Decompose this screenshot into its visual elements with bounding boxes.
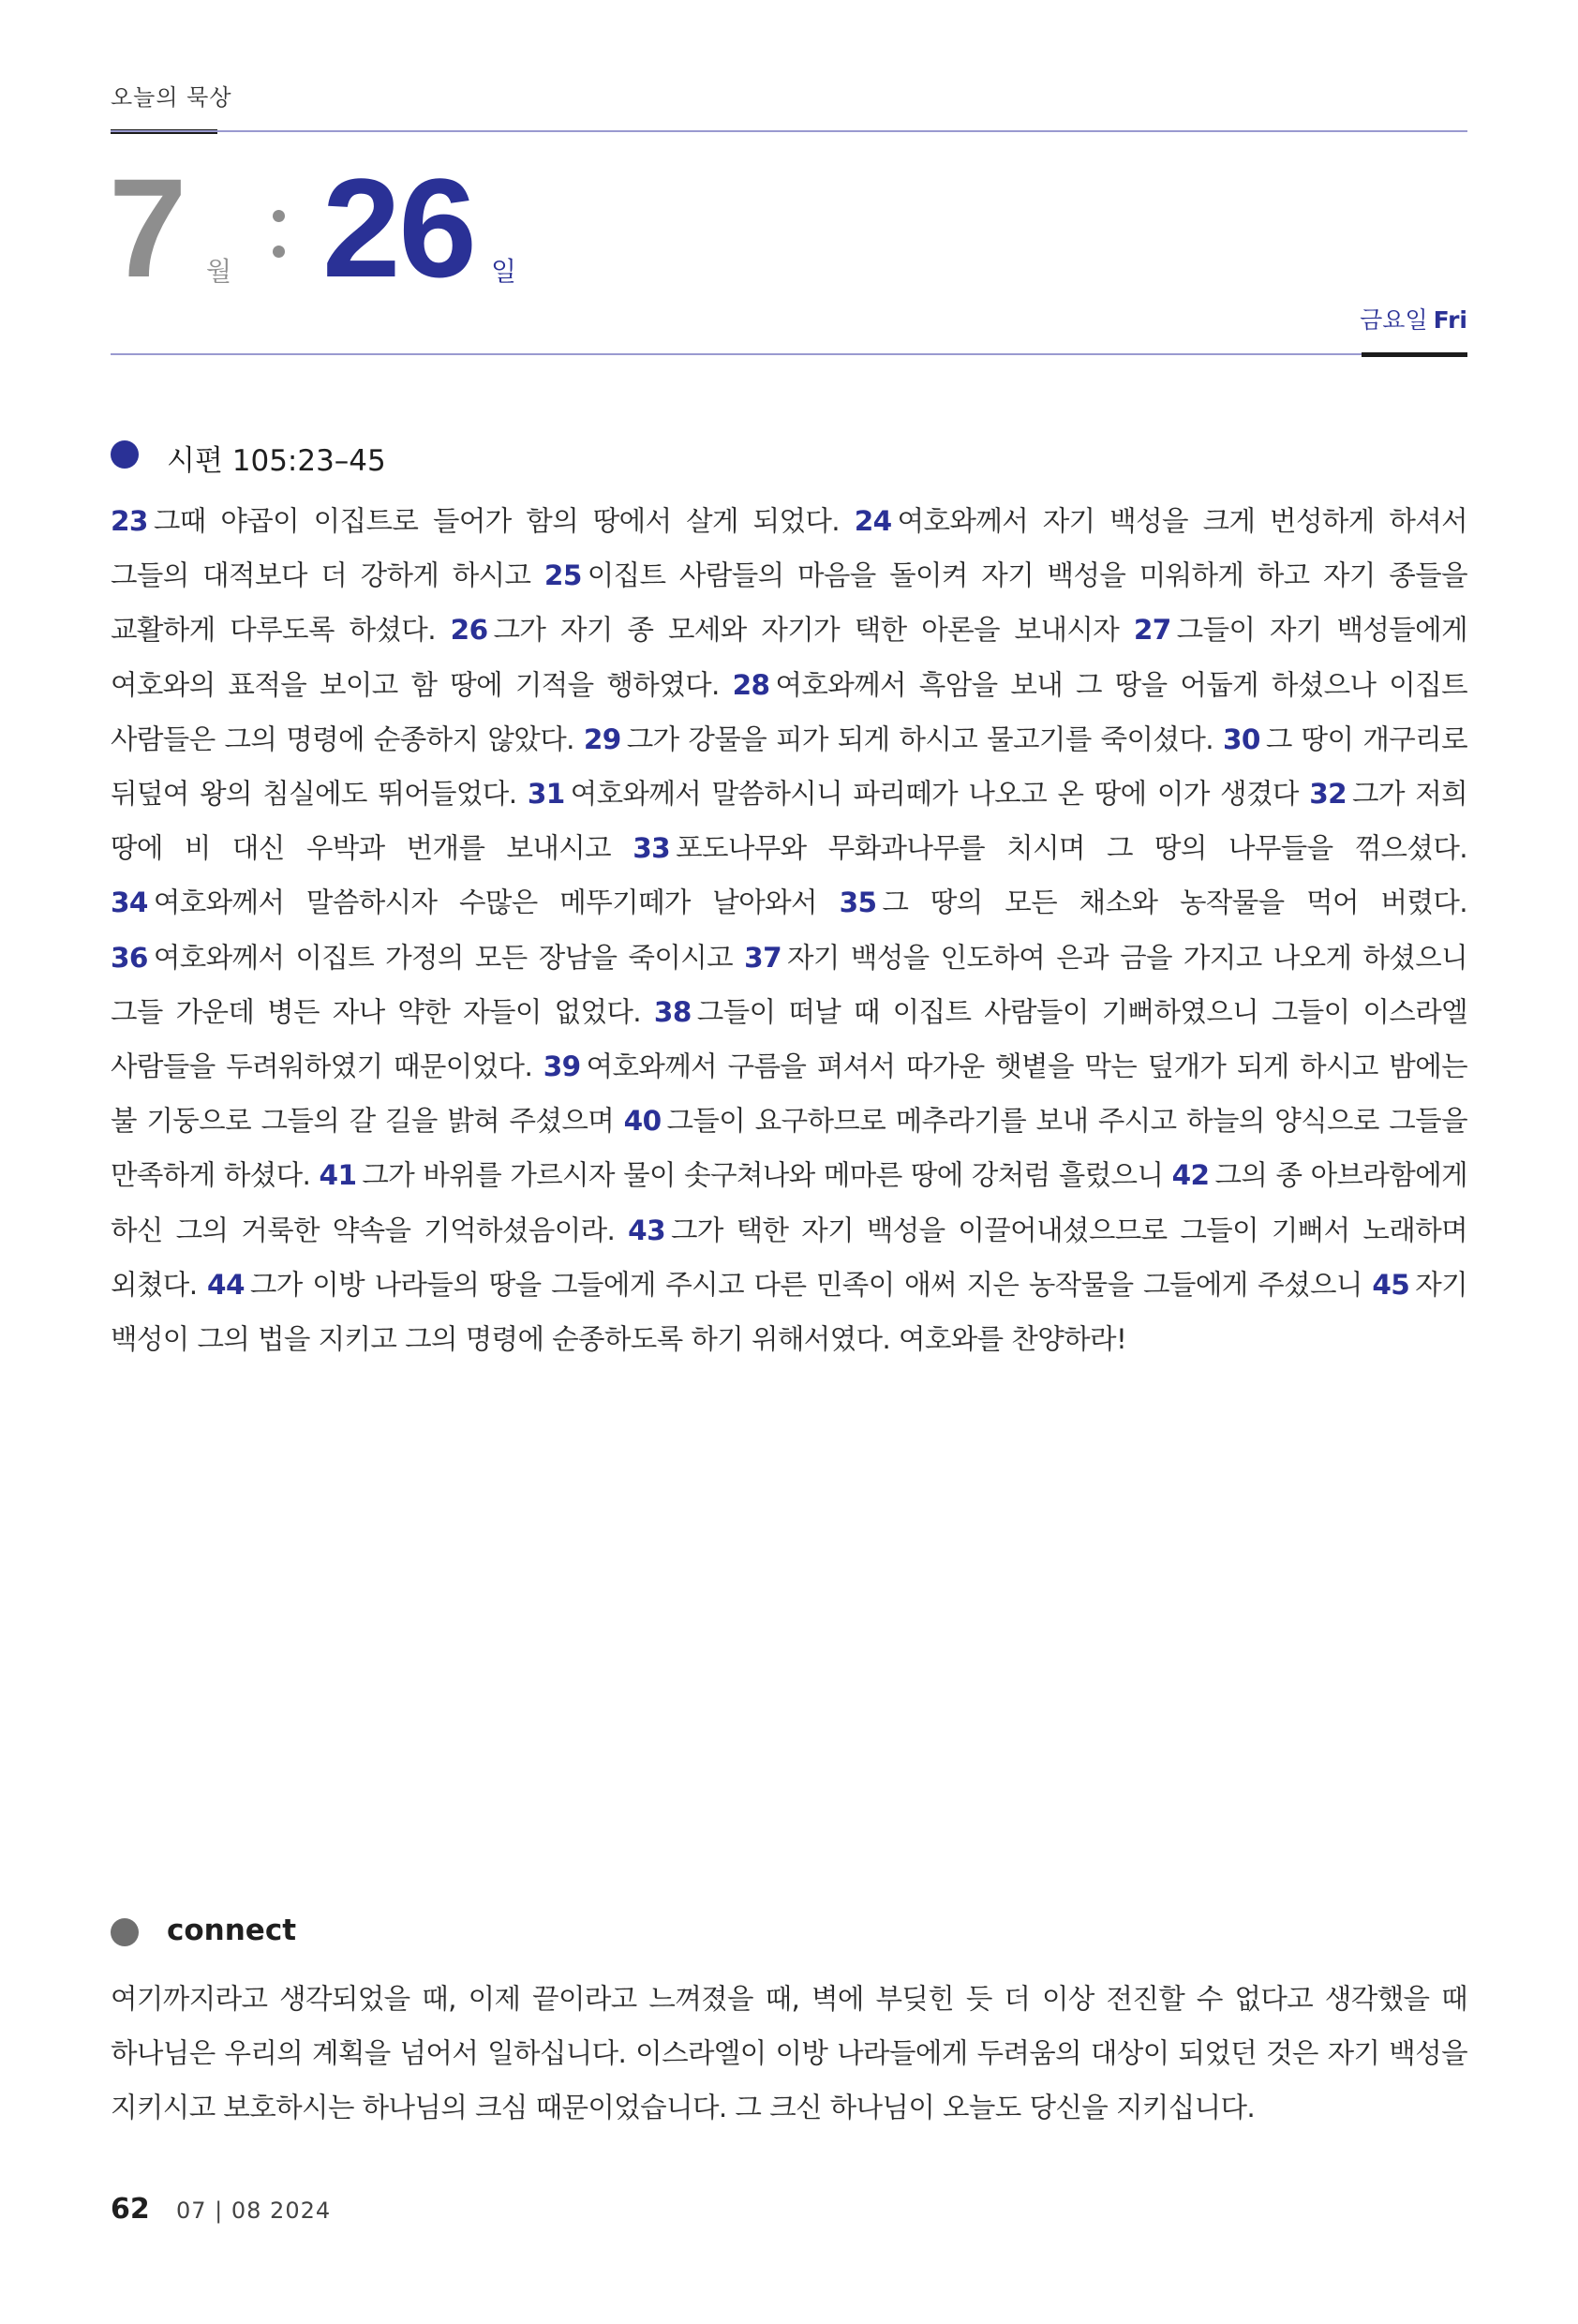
verse-number: 41 (319, 1159, 357, 1192)
verse-number: 23 (111, 505, 148, 537)
verse-text: 여호와께서 이집트 가정의 모든 장남을 죽이시고 (153, 941, 734, 974)
verse-number: 25 (543, 559, 582, 592)
verse-number: 35 (839, 886, 877, 919)
verse-text: 자기 백성을 인도하여 은과 금을 가지고 나오게 하셨으니 그들 가운데 병든 자나 약한 자들이 없었다. (111, 941, 1468, 1028)
header-bottom-accent-rule (1362, 352, 1467, 357)
page-number: 62 (111, 2193, 150, 2226)
section-label: 오늘의 묵상 (111, 84, 232, 111)
verse-number: 45 (1372, 1268, 1410, 1301)
colon-dot-top (273, 210, 285, 222)
verse-number: 31 (527, 778, 565, 811)
connect-heading: connect (167, 1914, 297, 1947)
verse-text: 그들이 자기 백성들에게 여호와의 표적을 보이고 함 땅에 기적을 행하였다. (111, 614, 1467, 701)
weekday (1360, 302, 1467, 335)
verse-text: 여호와께서 말씀하시자 수많은 메뚜기떼가 날아와서 (153, 886, 817, 919)
verse-number: 30 (1222, 723, 1260, 755)
verse-text: 그가 택한 자기 백성을 이끌어내셨으므로 그들이 기뻐서 노래하며 외쳤다. (111, 1214, 1467, 1301)
verse-text: 그들이 떠날 때 이집트 사람들이 기뻐하였으니 그들이 이스라엘 사람들을 두려워하였기 때문이었다. (111, 995, 1467, 1083)
verse-text: 그 땅의 모든 채소와 농작물을 먹어 버렸다. (882, 886, 1467, 919)
scripture-reference: 시편 105:23–45 (167, 444, 386, 478)
header-bottom-rule (111, 353, 1467, 355)
verse-text: 여호와께서 구름을 펴셔서 따가운 햇볕을 막는 덮개가 되게 하시고 밤에는 불 기둥으로 그들의 갈 길을 밝혀 주셨으며 (111, 1050, 1467, 1138)
verse-text: 그가 자기 종 모세와 자기가 택한 아론을 보내시자 (493, 614, 1120, 647)
verse-text: 그들이 요구하므로 메추라기를 보내 주시고 하늘의 양식으로 그들을 만족하게 하셨다. (111, 1105, 1467, 1192)
verse-text: 그가 저희 땅에 비 대신 우박과 번개를 보내시고 (111, 778, 1468, 865)
verse-text: 자기 백성이 그의 법을 지키고 그의 명령에 순종하도록 하기 위해서였다. 여호와를 찬양하라! (111, 1268, 1468, 1356)
verse-text: 여호와께서 말씀하시니 파리떼가 나오고 온 땅에 이가 생겼다 (570, 778, 1299, 811)
verse-number: 34 (111, 886, 148, 919)
verse-text: 여호와께서 자기 백성을 크게 번성하게 하셔서 그들의 대적보다 더 강하게 하시고 (111, 505, 1468, 592)
verse-number: 32 (1309, 778, 1347, 811)
verse-number: 40 (623, 1105, 662, 1138)
verse-text: 그가 바위를 가르시자 물이 솟구쳐나와 메마른 땅에 강처럼 흘렀으니 (362, 1159, 1164, 1192)
colon-dot-bottom (273, 246, 285, 258)
verse-number: 44 (207, 1268, 245, 1301)
verse-number: 26 (450, 614, 488, 647)
verse-number: 39 (543, 1050, 581, 1083)
verse-number: 38 (653, 995, 692, 1028)
verse-number: 28 (732, 668, 770, 701)
connect-text: 여기까지라고 생각되었을 때, 이제 끝이라고 느껴졌을 때, 벽에 부딪힌 듯 더 이상 전진할 수 없다고 생각했을 때 하나님은 우리의 계획을 넘어서 일하십니다. 이스라엘이 이방 나라들에게 두려움의 대상이 되었던 것은 자기 백성을 지키시고 보호하시는 하나님의 크심 때문이었습니다. 그 크신 하나님이 오늘도 당신을 지키십니다. (111, 1983, 1467, 2124)
verse-text: 이집트 사람들의 마음을 돌이켜 자기 백성을 미워하게 하고 자기 종들을 교활하게 다루도록 하셨다. (111, 559, 1467, 647)
issue-date: 07 | 08 2024 (176, 2197, 332, 2224)
scripture-bullet-icon (111, 440, 139, 469)
verse-text: 포도나무와 무화과나무를 치시며 그 땅의 나무들을 꺾으셨다. (676, 832, 1467, 865)
verse-text: 그가 이방 나라들의 땅을 그들에게 주시고 다른 민족이 애써 지은 농작물을 그들에게 주셨으니 (249, 1268, 1362, 1301)
verse-text: 여호와께서 흑암을 보내 그 땅을 어둡게 하셨으나 이집트 사람들은 그의 명령에 순종하지 않았다. (111, 668, 1467, 755)
verse-number: 33 (633, 832, 671, 865)
month-unit: 월 (206, 256, 232, 287)
verse-number: 27 (1133, 614, 1171, 647)
connect-bullet-icon (111, 1918, 139, 1946)
weekday-ko: 금요일 (1360, 306, 1428, 334)
verse-number: 36 (111, 941, 148, 974)
scripture-text (111, 494, 1467, 1366)
verse-text: 그의 종 아브라함에게 하신 그의 거룩한 약속을 기억하셨음이라. (111, 1159, 1467, 1246)
verse-number: 37 (744, 941, 782, 974)
header-top-rule (111, 130, 1467, 132)
day-unit: 일 (491, 256, 517, 287)
verse-number: 43 (628, 1214, 666, 1246)
month-number: 7 (109, 149, 184, 306)
verse-text: 그때 야곱이 이집트로 들어가 함의 땅에서 살게 되었다. (153, 505, 841, 537)
weekday-en: Fri (1433, 306, 1467, 334)
verse-number: 24 (854, 505, 892, 537)
verse-text: 그가 강물을 피가 되게 하시고 물고기를 죽이셨다. (626, 723, 1214, 755)
day-number: 26 (322, 149, 475, 306)
verse-number: 42 (1171, 1159, 1210, 1192)
verse-number: 29 (583, 723, 621, 755)
verse-text: 그 땅이 개구리로 뒤덮여 왕의 침실에도 뛰어들었다. (111, 723, 1467, 811)
